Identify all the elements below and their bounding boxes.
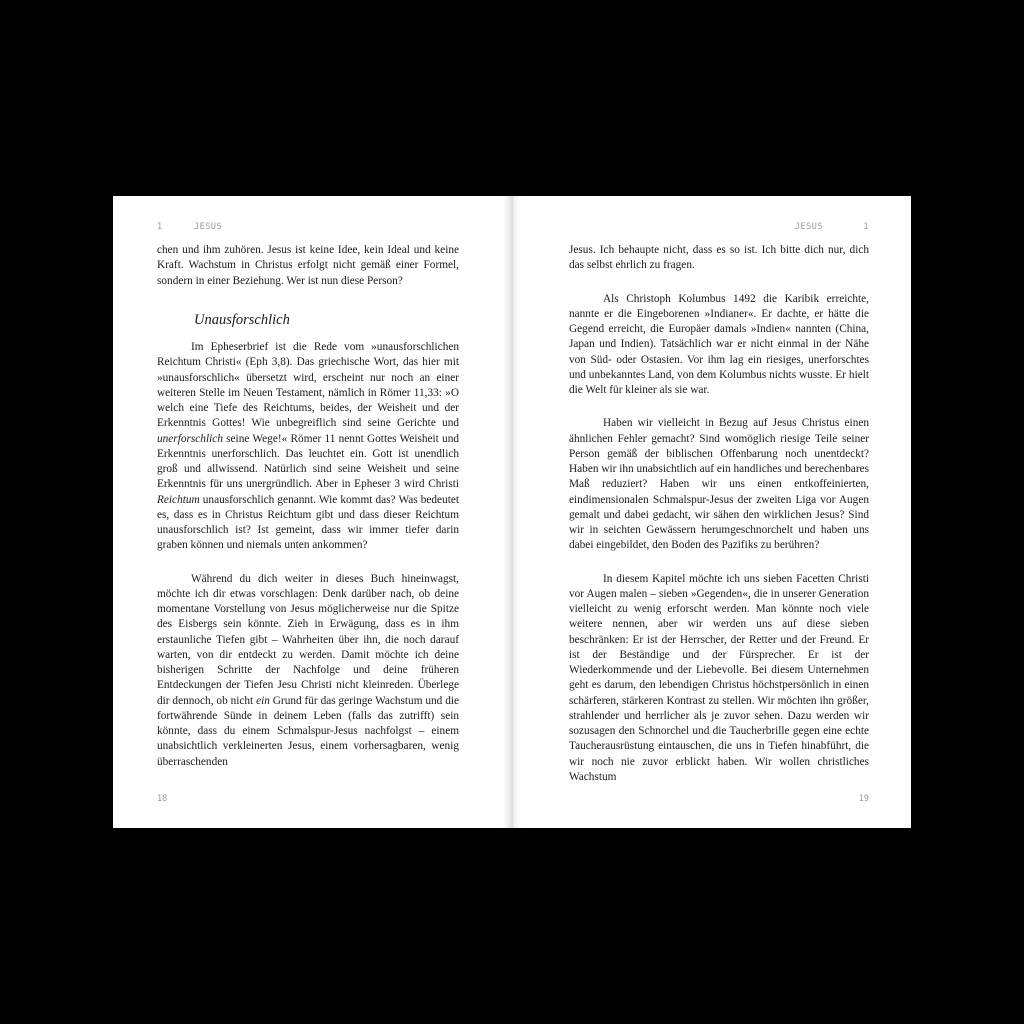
right-paragraph-4: In diesem Kapitel möchte ich uns sieben Facetten Christi vor Augen malen – sieben »Gegenden«, die in unserer Generation vielleicht zu wenig erforscht werden. Man könnte noch viele weitere nennen, aber wir werden uns auf diese sieben beschränken: Er ist der Herrscher, der Retter und der Freund. Er ist der Beständige und der Fürsprecher. Er ist der Wiederkommende und der Liebevolle. Bei diesem Unternehmen geht es darum, den lebendigen Christus höchstpersönlich in einen schärferen, stärkeren Kontrast zu stellen. Wir möchten ihn größer, strahlender und herrlicher als je zuvor sehen. Dazu werden wir sozusagen den Schnorchel und die Taucherbrille gegen eine echte Taucherausrüstung eintauschen, die uns in Tiefen hinabführt, die wir noch nie zuvor erblickt haben. Wir wollen christliches Wachstum xyxy=(569,572,869,783)
left-page xyxy=(157,196,459,828)
right-running-head xyxy=(569,222,869,234)
left-paragraph-3-part-b: Grund für das geringe Wachstum und die fortwährende Sünde in deinem Leben (falls das zutrifft) sein könnte, dass du einem Schmalspur-Jesus nachfolgst – einem unabsichtlich verkleinerten Jesus, einem vorhersagbaren, wenig überraschenden xyxy=(157,694,460,768)
right-page xyxy=(569,196,869,828)
left-paragraph-3-part-a: Während du dich weiter in dieses Buch hineinwagst, möchte ich dir etwas vorschlagen: Denk darüber nach, ob deine momentane Vorstellung von Jesus möglicherweise nur die Spitze des Eisbergs sein könnte. Zieh in Erwägung, dass es in ihm erstaunliche Tiefen gibt – Wahrheiten über ihn, die noch darauf warten, von dir entdeckt zu werden. Damit möchte ich deine bisherigen Schritte der Nachfolge und deine früheren Entdeckungen der Tiefen Jesu Christi nicht kleinreden. Überlege dir dennoch, ob nicht xyxy=(157,572,459,707)
right-paragraph-3: Haben wir vielleicht in Bezug auf Jesus Christus einen ähnlichen Fehler gemacht? Sind womöglich riesige Teile seiner Person gemäß der biblischen Offenbarung noch unentdeckt? Haben wir ihn unabsichtlich auf ein handliches und berechenbares Maß reduziert? Haben wir uns einen entkoffeinierten, eindimensionalen Schmalspur-Jesus der zweiten Liga vor Augen gemalt und dabei gedacht, wir sähen den wirklichen Jesus? Sind wir in seichten Gewässern herumgeschnorchelt und haben uns dabei eingebildet, den Boden des Pazifiks zu berühren? xyxy=(569,417,869,552)
left-paragraph-2-part-c: unausforschlich genannt. Wie kommt das? Was bedeutet es, dass es in Christus Reichtum gibt und dass dieser Reichtum unausforschlich ist? Ist gemeint, dass wir immer tiefer darin graben können und niemals unten ankommen? xyxy=(157,493,459,552)
left-paragraph-2-emphasis-2: Reichtum xyxy=(157,493,200,506)
left-body-text xyxy=(157,243,459,770)
right-page-number: 19 xyxy=(858,794,869,804)
section-heading: Unausforschlich xyxy=(194,311,290,328)
book-spread xyxy=(113,196,911,828)
left-paragraph-2-emphasis-1: unerforschlich xyxy=(157,432,223,445)
left-paragraph-1: chen und ihm zuhören. Jesus ist keine Idee, kein Ideal und keine Kraft. Wachstum in Christus erfolgt nicht gemäß einer Formel, sondern in einer Beziehung. Wer ist nun diese Person? xyxy=(157,244,459,287)
left-paragraph-2 xyxy=(157,340,459,554)
left-paragraph-2-part-b: seine Wege!« Römer 11 nennt Gottes Weisheit und Erkenntnis unerforschlich. Das leuchtet ein. Gott ist unendlich groß und allwissend. Natürlich sind seine Weisheit und seine Erkenntnis für uns unergründlich. Aber in Epheser 3 wird Christi xyxy=(157,432,459,491)
left-page-number: 18 xyxy=(157,794,168,804)
book-gutter xyxy=(503,196,521,828)
right-running-title: JESUS xyxy=(794,222,823,232)
right-chapter-number: 1 xyxy=(863,222,869,232)
right-paragraph-1: Jesus. Ich behaupte nicht, dass es so ist. Ich bitte dich nur, dich das selbst ehrlich zu fragen. xyxy=(569,244,869,272)
left-running-title: JESUS xyxy=(194,222,223,232)
right-paragraph-2: Als Christoph Kolumbus 1492 die Karibik erreichte, nannte er die Eingeborenen »Indianer«. Er dachte, er hätte die Gegend erreicht, die Europäer damals »Indien« nannten (China, Japan und Indien). Tatsächlich war er nicht einmal in der Nähe von Süd- oder Ostasien. Vor ihm lag ein riesiges, unerforschtes und unbekanntes Land, von dem Kolumbus nichts wusste. Er hielt die Welt für kleiner als sie war. xyxy=(569,292,869,396)
left-paragraph-3 xyxy=(157,572,459,770)
left-paragraph-3-emphasis: ein xyxy=(256,694,270,707)
left-paragraph-2-part-a: Im Epheserbrief ist die Rede vom »unausforschlichen Reichtum Christi« (Eph 3,8). Das griechische Wort, das hier mit »unausforschlich« übersetzt wird, erscheint nur noch an einer weiteren Stelle im Neuen Testament, nämlich in Römer 11,33: »O welch eine Tiefe des Reichtums, beides, der Weisheit und der Erkenntnis Gottes! Wie unbegreiflich sind seine Gerichte und xyxy=(157,341,459,430)
left-chapter-number: 1 xyxy=(157,222,163,232)
left-running-head xyxy=(157,222,459,234)
right-body-text xyxy=(569,243,869,785)
